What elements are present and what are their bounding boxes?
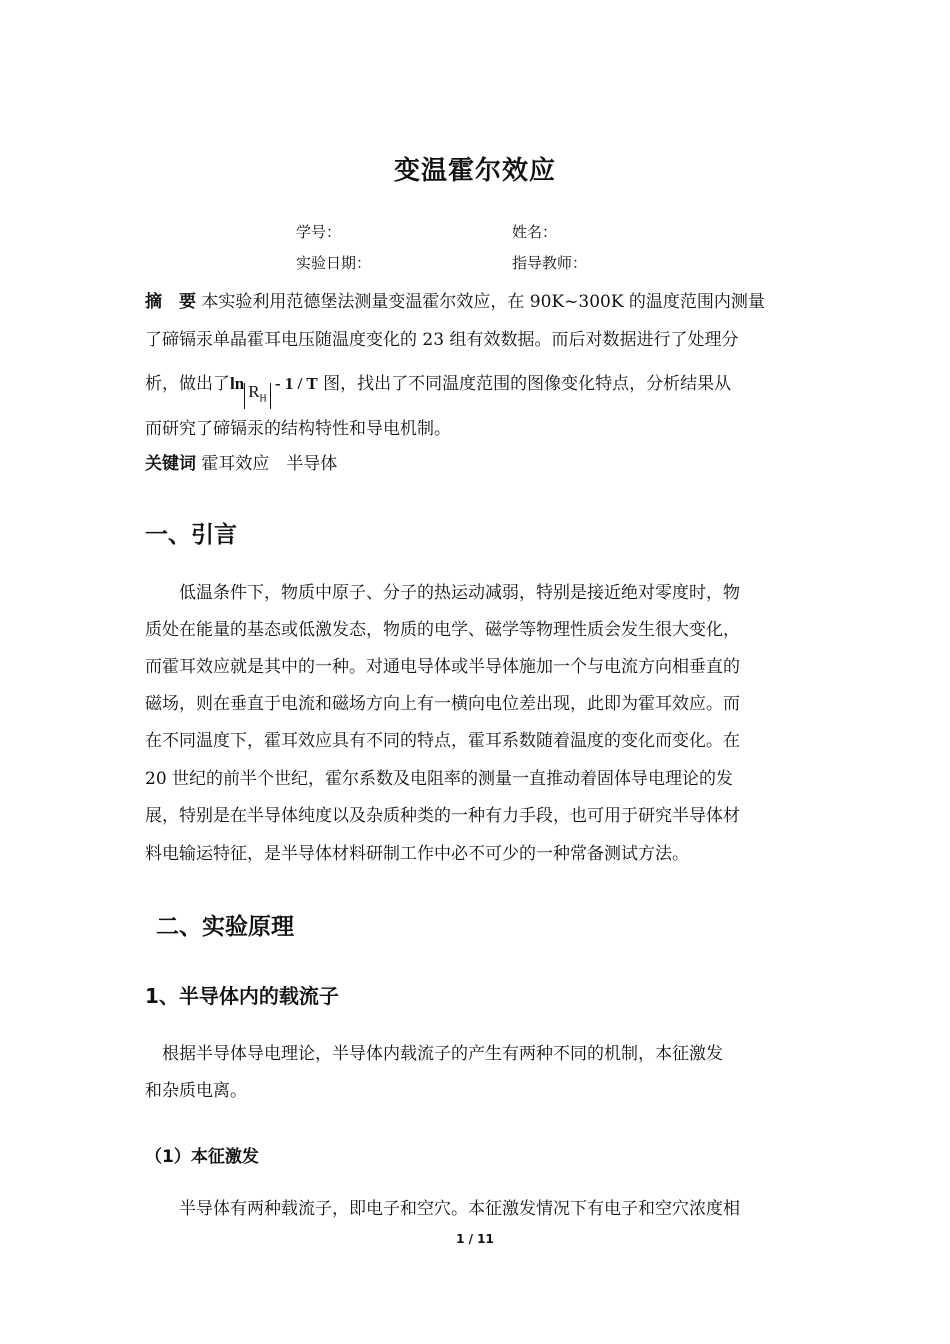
abstract-label: 摘 要 <box>145 292 196 312</box>
keywords-label: 关键词 <box>145 454 196 474</box>
section-2-heading: 二、实验原理 <box>156 914 294 940</box>
formula <box>230 374 318 405</box>
subsection-1-line: 根据半导体导电理论，半导体内载流子的产生有两种不同的机制，本征激发 <box>145 1044 723 1064</box>
abstract-line-4: 而研究了碲镉汞的结构特性和导电机制。 <box>145 419 451 439</box>
section-1-line: 展，特别是在半导体纯度以及杂质种类的一种有力手段，也可用于研究半导体材 <box>145 806 740 826</box>
section-1-line: 在不同温度下，霍耳效应具有不同的特点，霍耳系数随着温度的变化而变化。在 <box>145 731 740 751</box>
abstract-text-3a: 析，做出了 <box>145 374 230 394</box>
section-1-line: 而霍耳效应就是其中的一种。对通电导体或半导体施加一个与电流方向相垂直的 <box>145 657 740 677</box>
section-1-line: 20 世纪的前半个世纪，霍尔系数及电阻率的测量一直推动着固体导电理论的发 <box>145 769 734 789</box>
section-1-line: 料电输运特征，是半导体材料研制工作中必不可少的一种常备测试方法。 <box>145 844 689 864</box>
abstract-text-1: 本实验利用范德堡法测量变温霍尔效应，在 90K~300K 的温度范围内测量 <box>201 292 765 312</box>
formula-ln: ln <box>230 374 245 393</box>
subsection-1a-line: 半导体有两种载流子，即电子和空穴。本征激发情况下有电子和空穴浓度相 <box>145 1199 740 1219</box>
subsection-1-heading: 1、半导体内的载流子 <box>145 984 339 1008</box>
section-1-heading: 一、引言 <box>145 522 237 548</box>
keywords-text: 霍耳效应 半导体 <box>201 454 338 474</box>
formula-rest: - 1 / T <box>275 374 318 393</box>
name-label: 姓名： <box>512 223 558 241</box>
subsection-1-line: 和杂质电离。 <box>145 1081 247 1101</box>
formula-abs <box>244 383 271 409</box>
section-1-line: 质处在能量的基态或低激发态，物质的电学、磁学等物理性质会发生很大变化， <box>145 620 740 640</box>
document-title: 变温霍尔效应 <box>393 156 556 186</box>
abstract-line-1 <box>145 294 765 311</box>
formula-r: R <box>248 382 260 401</box>
keywords-line <box>145 456 337 473</box>
date-label: 实验日期： <box>296 254 372 272</box>
section-1-line: 磁场，则在垂直于电流和磁场方向上有一横向电位差出现，此即为霍耳效应。而 <box>145 694 740 714</box>
abstract-text-3b: 图，找出了不同温度范围的图像变化特点，分析结果从 <box>323 374 732 394</box>
section-1-line: 低温条件下，物质中原子、分子的热运动减弱，特别是接近绝对零度时，物 <box>145 583 740 603</box>
student-id-label: 学号： <box>296 223 342 241</box>
advisor-label: 指导教师： <box>512 254 588 272</box>
page-number: 1 / 11 <box>456 1232 494 1246</box>
subsection-1a-heading: （1）本征激发 <box>145 1147 259 1167</box>
abstract-line-2: 了碲镉汞单晶霍耳电压随温度变化的 23 组有效数据。而后对数据进行了处理分 <box>145 330 739 350</box>
abstract-line-3 <box>145 375 731 409</box>
formula-sub: H <box>259 393 267 405</box>
